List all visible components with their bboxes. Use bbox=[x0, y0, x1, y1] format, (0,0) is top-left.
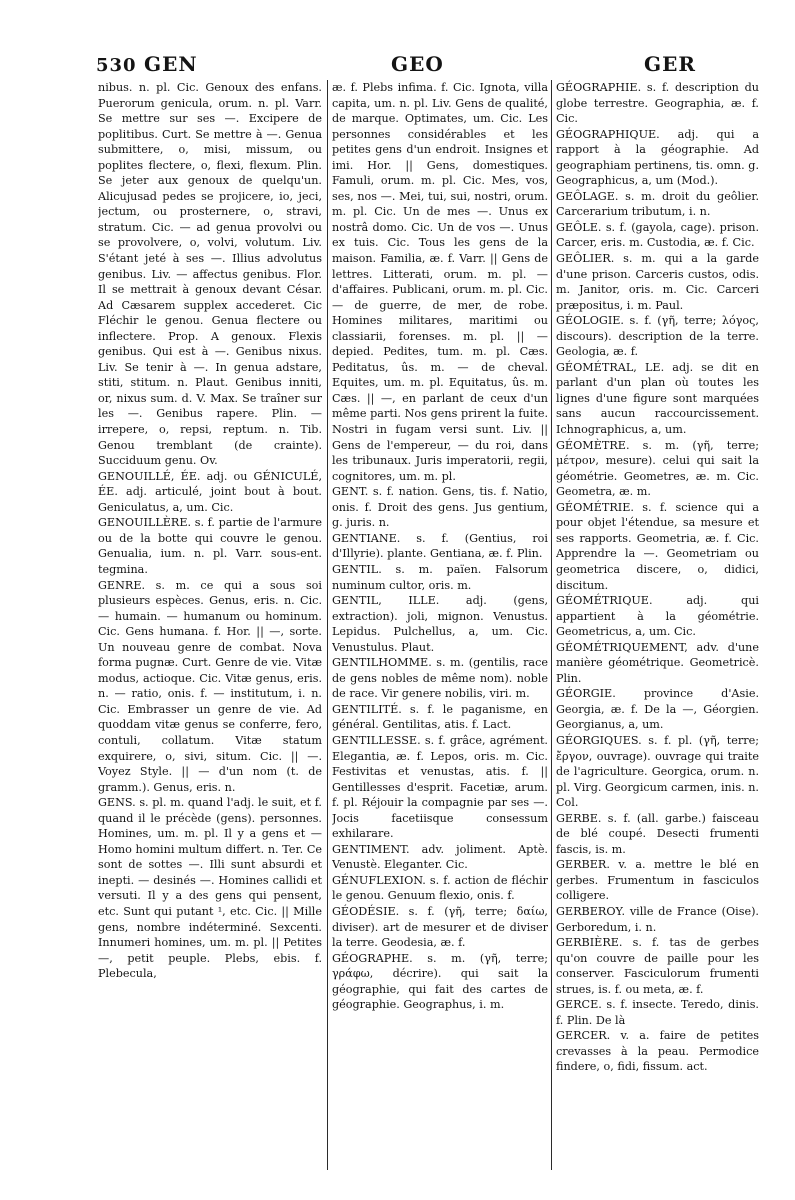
dictionary-entry: GÉOMÈTRE. s. m. (γῆ, terre; μέτρον, mesure). celui qui sait la géométrie. Geometres, æ. m. Cic. Geometra, æ. m. bbox=[556, 438, 759, 499]
dictionary-entry: GERCER. v. a. faire de petites crevasses à la peau. Permodice findere, o, fidi, fissum. act. bbox=[556, 1029, 759, 1074]
dictionary-entry: GÉNUFLEXION. s. f. action de fléchir le genou. Genuum flexio, onis. f. bbox=[332, 873, 548, 903]
dictionary-entry: GÉOLOGIE. s. f. (γῆ, terre; λόγος, discours). description de la terre. Geologia, æ. f. bbox=[556, 314, 759, 359]
page-number: 530 bbox=[96, 55, 137, 76]
dictionary-entry: GENTILHOMME. s. m. (gentilis, race de gens nobles de même nom). noble de race. Vir genere nobilis, viri. m. bbox=[332, 656, 548, 701]
guide-word-right: GER bbox=[644, 52, 696, 76]
dictionary-entry: GENT. s. f. nation. Gens, tis. f. Natio, onis. f. Droit des gens. Jus gentium, g. juris. n. bbox=[332, 485, 548, 530]
column-divider bbox=[551, 80, 552, 1170]
dictionary-entry: GERBIÈRE. s. f. tas de gerbes qu'on couvre de paille pour les conserver. Fasciculorum frumenti strues, is. f. ou meta, æ. f. bbox=[556, 936, 759, 996]
dictionary-entry: GENTIMENT. adv. joliment. Aptè. Venustè. Eleganter. Cic. bbox=[332, 842, 548, 872]
dictionary-entry: GÉOGRAPHIE. s. f. description du globe terrestre. Geographia, æ. f. Cic. bbox=[556, 81, 759, 126]
dictionary-entry: GÉODÉSIE. s. f. (γῆ, terre; δαίω, diviser). art de mesurer et de diviser la terre. Geodesia, æ. f. bbox=[332, 904, 548, 950]
column-3 bbox=[556, 80, 759, 1170]
dictionary-entry: GENS. s. pl. m. quand l'adj. le suit, et f. quand il le précède (gens). personnes. Homines, um. m. pl. Il y a gens et — Homo homini multum differt. n. Ter. Ce sont de sottes —. Illi sunt absurdi et inepti. — desinés —. Homines callidi et versuti. Il y a des gens qui pensent, etc. Sunt qui putant ¹, etc. Cic. || Mille gens, nombre indéterminé. Sexcenti. Innumeri homines, um. m. pl. || Petites —, petit peuple. Plebs, ebis. f. Plebecula, bbox=[98, 796, 322, 981]
dictionary-entry: GERBEROY. ville de France (Oise). Gerboredum, i. n. bbox=[556, 904, 759, 934]
dictionary-entry: GENOUILLÉ, ÉE. adj. ou GÉNICULÉ, ÉE. adj. articulé, joint bout à bout. Geniculatus, a, um. Cic. bbox=[98, 469, 322, 514]
dictionary-entry: GÉOGRAPHIQUE. adj. qui a rapport à la géographie. Ad geographiam pertinens, tis. omn. g. Geographicus, a, um (Mod.). bbox=[556, 127, 759, 188]
column-1 bbox=[98, 80, 322, 1170]
dictionary-entry: GERBER. v. a. mettre le blé en gerbes. Frumentum in fasciculos colligere. bbox=[556, 858, 759, 903]
dictionary-entry: GÉORGIE. province d'Asie. Georgia, æ. f. De la —, Géorgien. Georgianus, a, um. bbox=[556, 687, 759, 732]
dictionary-entry: GÉOMÉTRIQUEMENT, adv. d'une manière géométrique. Geometricè. Plin. bbox=[556, 640, 759, 685]
dictionary-entry: GENRE. s. m. ce qui a sous soi plusieurs espèces. Genus, eris. n. Cic. — humain. — humanum ou hominum. Cic. Gens humana. f. Hor. || —, sorte. Un nouveau genre de combat. Nova forma pugnæ. Curt. Genre de vie. Vitæ modus, actioque. Cic. Vitæ genus, eris. n. — ratio, onis. f. — institutum, i. n. Cic. Embrasser un genre de vie. Ad quoddam vitæ genus se conferre, fero, contuli, collatum. Vitæ statum exquirere, o, sivi, situm. Cic. || —. Voyez Style. || — d'un nom (t. de gramm.). Genus, eris. n. bbox=[98, 578, 322, 794]
dictionary-entry: GÉOGRAPHE. s. m. (γῆ, terre; γράφω, décrire). qui sait la géographie, qui fait des cartes de géographie. Geographus, i. m. bbox=[332, 951, 548, 1012]
column-divider bbox=[327, 80, 328, 1170]
dictionary-entry: æ. f. Plebs infima. f. Cic. Ignota, villa capita, um. n. pl. Liv. Gens de qualité, de marque. Optimates, um. Cic. Les personnes considérables et les petites gens d'un endroit. Insignes et imi. Hor. || Gens, domestiques. Famuli, orum. m. pl. Cic. Mes, vos, ses, nos —. Mei, tui, sui, nostri, orum. m. pl. Cic. Un de mes —. Unus ex nostrâ domo. Cic. Un de vos —. Unus ex tuis. Cic. Tous les gens de la maison. Familia, æ. f. Varr. || Gens de lettres. Litterati, orum. m. pl. — d'affaires. Publicani, orum. m. pl. Cic. — de guerre, de mer, de robe. Homines militares, maritimi ou classiarii, forenses. m. pl. || — depied. Pedites, tum. m. pl. Cæs. Peditatus, ûs. m. — de cheval. Equites, um. m. pl. Equitatus, ûs. m. Cæs. || —, en parlant de ceux d'un même parti. Nos gens prirent la fuite. Nostri in fugam versi sunt. Liv. || Gens de l'empereur, — du roi, dans les tribunaux. Juris imperatorii, regii, cognitores, um. m. pl. bbox=[332, 81, 548, 483]
dictionary-entry: GENTIANE. s. f. (Gentius, roi d'Illyrie). plante. Gentiana, æ. f. Plin. bbox=[332, 531, 548, 561]
dictionary-entry: GENTIL. s. m. païen. Falsorum numinum cultor, oris. m. bbox=[332, 562, 548, 592]
dictionary-entry: GEÔLAGE. s. m. droit du geôlier. Carcerarium tributum, i. n. bbox=[556, 189, 759, 219]
column-2 bbox=[332, 80, 548, 1170]
dictionary-entry: nibus. n. pl. Cic. Genoux des enfans. Puerorum genicula, orum. n. pl. Varr. Se mettre sur ses —. Excipere de poplitibus. Curt. Se mettre à —. Genua submittere, o, misi, missum, ou poplites flectere, o, flexi, flexum. Plin. Se jeter aux genoux de quelqu'un. Alicujusad pedes se projicere, io, jeci, jectum, ou prosternere, o, stravi, stratum. Cic. — ad genua provolvi ou se provolvere, o, volvi, volutum. Liv. S'étant jeté à ses —. Illius advolutus genibus. Liv. — affectus genibus. Flor. Il se mettrait à genoux devant César. Ad Cæsarem supplex accederet. Cic Fléchir le genou. Genua flectere ou inflectere. Prop. A genoux. Flexis genibus. Qui est à —. Genibus nixus. Liv. Se tenir à —. In genua adstare, stiti, stitum. n. Plaut. Genibus inniti, or, nixus sum. d. V. Max. Se traîner sur les —. Genibus rapere. Plin. — irrepere, o, repsi, reptum. n. Tib. Genou tremblant (de crainte). Succiduum genu. Ov. bbox=[98, 81, 322, 468]
dictionary-entry: GENTILITÉ. s. f. le paganisme, en général. Gentilitas, atis. f. Lact. bbox=[332, 702, 548, 732]
guide-word-center: GEO bbox=[391, 52, 444, 76]
dictionary-entry: GERCE. s. f. insecte. Teredo, dinis. f. Plin. De là bbox=[556, 998, 759, 1027]
dictionary-entry: GÉOMÉTRAL, LE. adj. se dit en parlant d'un plan où toutes les lignes d'une figure sont marquées sans aucun raccourcissement. Ichnographicus, a, um. bbox=[556, 360, 759, 437]
dictionary-entry: GEÔLE. s. f. (gayola, cage). prison. Carcer, eris. m. Custodia, æ. f. Cic. bbox=[556, 220, 759, 250]
dictionary-entry: GENTILLESSE. s. f. grâce, agrément. Elegantia, æ. f. Lepos, oris. m. Cic. Festivitas et venustas, atis. f. || Gentillesses d'esprit. Facetiæ, arum. f. pl. Réjouir la compagnie par ses —. Jocis facetiisque consessum exhilarare. bbox=[332, 733, 548, 841]
dictionary-entry: GÉOMÉTRIE. s. f. science qui a pour objet l'étendue, sa mesure et ses rapports. Geometria, æ. f. Cic. Apprendre la —. Geometriam ou geometrica discere, o, didici, discitum. bbox=[556, 500, 759, 592]
dictionary-entry: GEÔLIER. s. m. qui a la garde d'une prison. Carceris custos, odis. m. Janitor, oris. m. Cic. Carceri præpositus, i. m. Paul. bbox=[556, 252, 759, 312]
guide-word-left: GEN bbox=[144, 52, 198, 76]
dictionary-entry: GÉORGIQUES. s. f. pl. (γῆ, terre; ἔργον, ouvrage). ouvrage qui traite de l'agriculture. Georgica, orum. n. pl. Virg. Georgicum carmen, inis. n. Col. bbox=[556, 733, 759, 810]
dictionary-entry: GÉOMÉTRIQUE. adj. qui appartient à la géométrie. Geometricus, a, um. Cic. bbox=[556, 594, 759, 639]
dictionary-entry: GENOUILLÈRE. s. f. partie de l'armure ou de la botte qui couvre le genou. Genualia, ium. n. pl. Varr. sous-ent. tegmina. bbox=[98, 516, 322, 576]
dictionary-entry: GENTIL, ILLE. adj. (gens, extraction). joli, mignon. Venustus. Lepidus. Pulchellus, a, um. Cic. Venustulus. Plaut. bbox=[332, 594, 548, 654]
dictionary-entry: GERBE. s. f. (all. garbe.) faisceau de blé coupé. Desecti frumenti fascis, is. m. bbox=[556, 811, 759, 856]
